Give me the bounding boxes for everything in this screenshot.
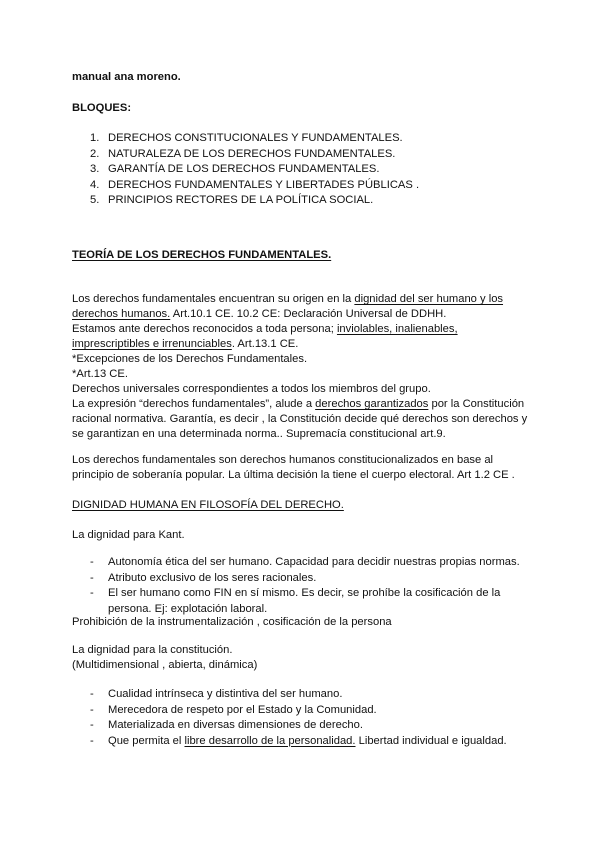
kant-intro: La dignidad para Kant. <box>72 529 185 541</box>
teoria-heading: TEORÍA DE LOS DERECHOS FUNDAMENTALES. <box>72 249 332 261</box>
paragraph-line: se garantizan en una determinada norma.. Supremacía constitucional art.9. <box>72 428 446 440</box>
dignidad-heading: DIGNIDAD HUMANA EN FILOSOFÍA DEL DERECHO. <box>72 499 344 511</box>
paragraph-line: racional normativa. Garantía, es decir , la Constitución decide qué derechos son derechos y <box>72 413 528 425</box>
const-list <box>90 687 507 749</box>
list-item: - El ser humano como FIN en sí mismo. Es decir, se prohíbe la cosificación de la <box>90 587 501 599</box>
bloques-heading: BLOQUES: <box>72 102 132 114</box>
list-item: - Autonomía ética del ser humano. Capacidad para decidir nuestras propias normas. <box>90 556 520 568</box>
kant-list <box>90 555 520 617</box>
const-intro: La dignidad para la constitución. <box>72 644 233 656</box>
list-item-continuation: persona. Ej: explotación laboral. <box>108 602 268 615</box>
author-line: manual ana moreno. <box>72 71 181 83</box>
paragraph-line: Derechos universales correspondientes a todos los miembros del grupo. <box>72 383 431 395</box>
list-item: 1. DERECHOS CONSTITUCIONALES Y FUNDAMENTALES. <box>90 132 403 144</box>
const-sub: (Multidimensional , abierta, dinámica) <box>72 659 258 671</box>
list-item: 4. DERECHOS FUNDAMENTALES Y LIBERTADES PÚBLICAS . <box>90 178 420 191</box>
paragraph-line: principio de soberanía popular. La última decisión la tiene el cuerpo electoral. Art 1.2 CE . <box>72 469 515 481</box>
paragraph-line: Estamos ante derechos reconocidos a toda persona; inviolables, inalienables, <box>72 323 458 335</box>
list-item: - Que permita el libre desarrollo de la personalidad. Libertad individual e igualdad. <box>90 734 507 747</box>
paragraph-line: *Art.13 CE. <box>72 368 128 380</box>
list-item: 3. GARANTÍA DE LOS DERECHOS FUNDAMENTALES. <box>90 163 380 175</box>
paragraph-line: Los derechos fundamentales encuentran su origen en la dignidad del ser humano y los <box>72 293 504 305</box>
list-item: - Materializada en diversas dimensiones de derecho. <box>90 719 363 731</box>
paragraph-line: derechos humanos. Art.10.1 CE. 10.2 CE: Declaración Universal de DDHH. <box>72 308 447 320</box>
paragraph-line: Los derechos fundamentales son derechos humanos constitucionalizados en base al <box>72 454 494 466</box>
list-item: 2. NATURALEZA DE LOS DERECHOS FUNDAMENTALES. <box>90 147 396 160</box>
paragraph-line: La expresión “derechos fundamentales”, alude a derechos garantizados por la Constitución <box>72 398 525 410</box>
prohibicion-line: Prohibición de la instrumentalización , cosificación de la persona <box>72 616 392 628</box>
list-item: - Merecedora de respeto por el Estado y la Comunidad. <box>90 703 377 716</box>
paragraph-line: imprescriptibles e irrenunciables. Art.13.1 CE. <box>72 338 299 350</box>
list-item: 5. PRINCIPIOS RECTORES DE LA POLÍTICA SOCIAL. <box>90 194 374 206</box>
bloques-list <box>90 131 419 209</box>
list-item: - Cualidad intrínseca y distintiva del ser humano. <box>90 688 343 700</box>
list-item: - Atributo exclusivo de los seres racionales. <box>90 571 317 584</box>
paragraph-line: *Excepciones de los Derechos Fundamentales. <box>72 353 308 365</box>
